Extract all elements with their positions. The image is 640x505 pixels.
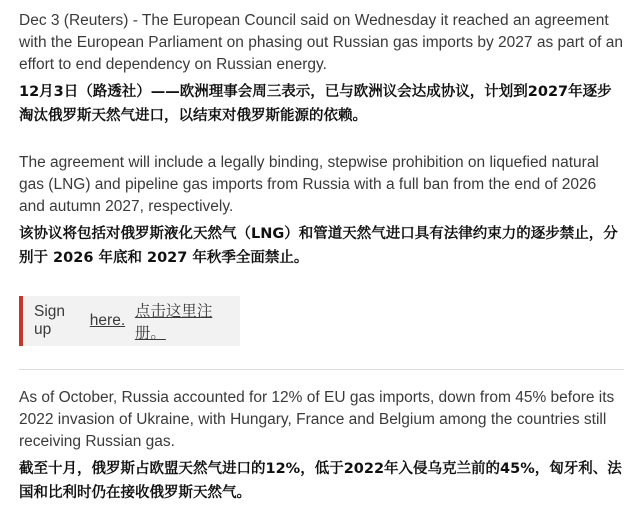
paragraph-1-chinese: 12月3日（路透社）——欧洲理事会周三表示，已与欧洲议会达成协议，计划到2027年逐步淘汰俄罗斯天然气进口，以结束对俄罗斯能源的依赖。 bbox=[19, 84, 612, 124]
paragraph-2-chinese: 该协议将包括对俄罗斯液化天然气（LNG）和管道天然气进口具有法律约束力的逐步禁止，分别于 2026 年底和 2027 年秋季全面禁止。 bbox=[19, 226, 618, 266]
signup-prefix: Sign up bbox=[34, 303, 66, 338]
paragraph-1-english: Dec 3 (Reuters) - The European Council said on Wednesday it reached an agreement with the European Parliament on phasing out Russian gas imports by 2027 as part of an effort to end dependency on Russian energy. bbox=[19, 12, 624, 73]
paragraph-1 bbox=[19, 10, 624, 128]
signup-link-chinese[interactable]: 点击这里注册。 bbox=[134, 303, 213, 342]
paragraph-2 bbox=[19, 152, 624, 270]
signup-callout bbox=[19, 296, 240, 346]
signup-link-english[interactable]: here. bbox=[89, 312, 126, 329]
paragraph-2-english: The agreement will include a legally binding, stepwise prohibition on liquefied natural gas (LNG) and pipeline gas imports from Russia with a full ban from the end of 2026 and autumn 2027, respectively. bbox=[19, 154, 599, 215]
paragraph-3-chinese: 截至十月，俄罗斯占欧盟天然气进口的12%，低于2022年入侵乌克兰前的45%，匈牙利、法国和比利时仍在接收俄罗斯天然气。 bbox=[19, 461, 622, 501]
section-divider bbox=[19, 369, 624, 370]
paragraph-3-english: As of October, Russia accounted for 12% of EU gas imports, down from 45% before its 2022 invasion of Ukraine, with Hungary, France and Belgium among the countries still receiving Russian gas. bbox=[19, 389, 615, 450]
paragraph-3 bbox=[19, 387, 624, 505]
article-body bbox=[19, 10, 624, 505]
